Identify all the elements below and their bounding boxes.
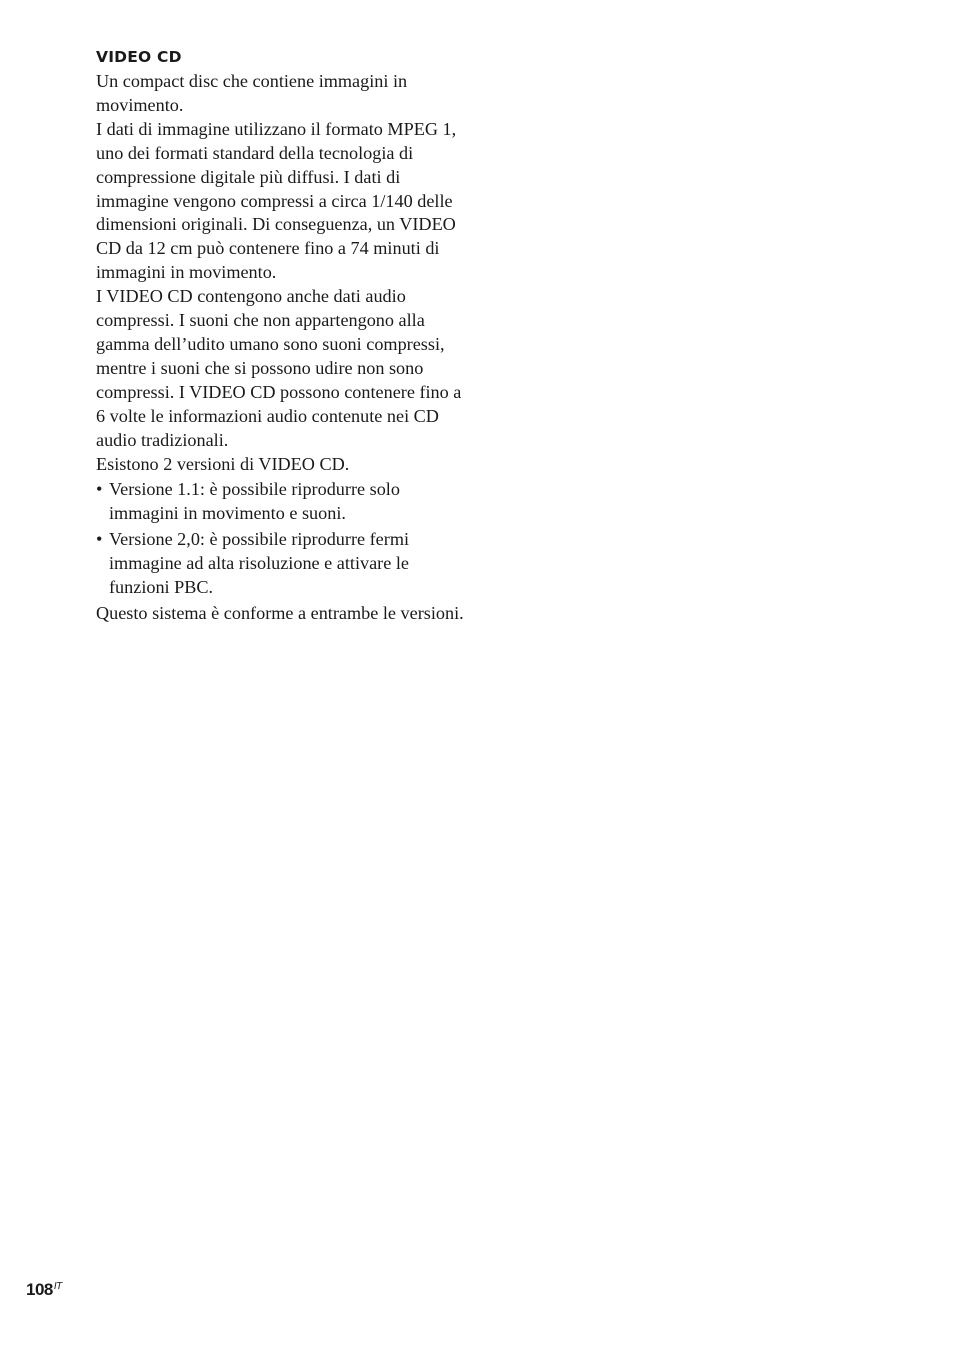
page-language-suffix: IT bbox=[53, 1281, 62, 1292]
versions-list bbox=[96, 478, 468, 600]
section-heading: VIDEO CD bbox=[96, 48, 182, 66]
paragraph-audio: I VIDEO CD contengono anche dati audio compressi. I suoni che non appartengono alla gamma dell’udito umano sono suoni compressi, mentre i suoni che si possono udire non sono compressi. I VIDEO CD possono contenere fino a 6 volte le informazioni audio contenute nei CD audio tradizionali. bbox=[96, 286, 462, 450]
list-item-text: Versione 1.1: è possibile riprodurre solo immagini in movimento e suoni. bbox=[109, 479, 400, 524]
paragraph-versions-intro: Esistono 2 versioni di VIDEO CD. bbox=[96, 453, 350, 474]
paragraph-compatibility: Questo sistema è conforme a entrambe le versioni. bbox=[96, 602, 464, 623]
list-item-text: Versione 2,0: è possibile riprodurre fermi immagine ad alta risoluzione e attivare le funzioni PBC. bbox=[109, 529, 410, 598]
paragraph-mpeg-format: I dati di immagine utilizzano il formato MPEG 1, uno dei formati standard della tecnologia di compressione digitale più diffusi. I dati di immagine vengono compressi a circa 1/140 delle dimensioni originali. Di conseguenza, un VIDEO CD da 12 cm può contenere fino a 74 minuti di immagini in movimento. bbox=[96, 118, 457, 283]
bullet-icon: • bbox=[96, 479, 103, 500]
page-number bbox=[26, 1280, 62, 1300]
text-column bbox=[96, 46, 468, 626]
paragraph-definition: Un compact disc che contiene immagini in movimento. bbox=[96, 71, 408, 115]
list-item-version-1-1 bbox=[96, 478, 468, 526]
list-item-version-2-0 bbox=[96, 528, 468, 600]
page-number-value: 108 bbox=[26, 1280, 53, 1299]
bullet-icon: • bbox=[96, 529, 103, 550]
